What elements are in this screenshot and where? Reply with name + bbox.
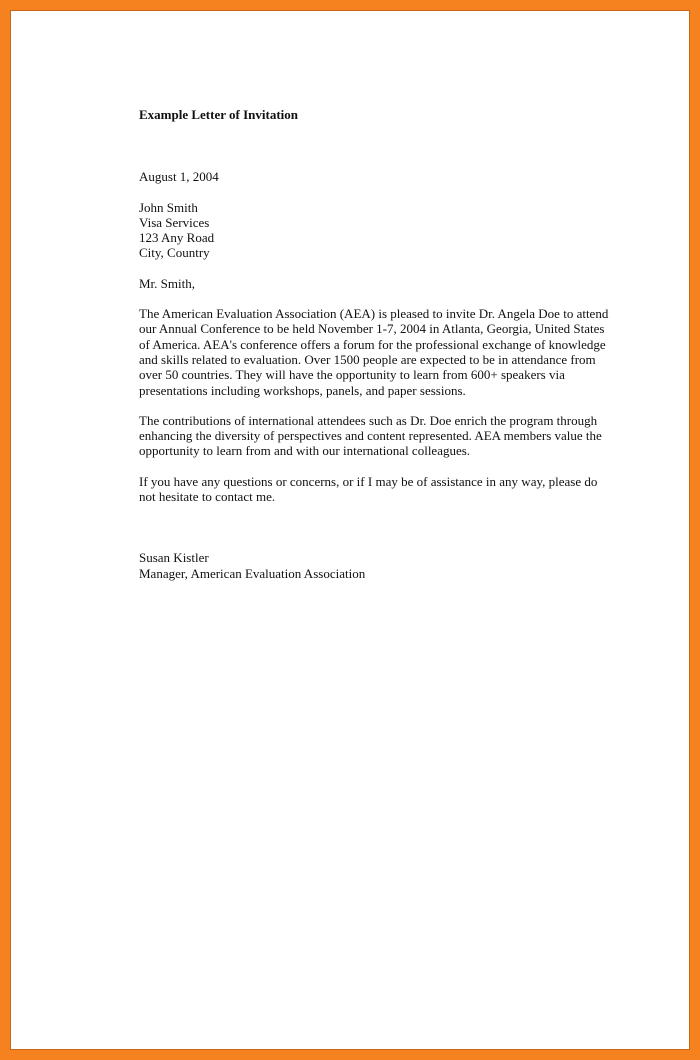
recipient-department: Visa Services xyxy=(139,214,210,230)
salutation: Mr. Smith, xyxy=(139,275,195,291)
letter-heading: Example Letter of Invitation xyxy=(139,107,298,122)
paragraph-contributions: The contributions of international attendees such as Dr. Doe enrich the program through enhancing the diversity of perspectives and content represented. AEA members value the opportunity to learn from and with our international colleagues. xyxy=(139,412,602,459)
paragraph-invitation: The American Evaluation Association (AEA) is pleased to invite Dr. Angela Doe to attend our Annual Conference to be held November 1-7, 2004 in Atlanta, Georgia, United States of America. AEA's conference offers a forum for the professional exchange of knowledge and skills related to evaluation. Over 1500 people are expected to be in attendance from over 50 countries. They will have the opportunity to learn from 600+ speakers via presentations including workshops, panels, and paper sessions. xyxy=(139,306,609,398)
paragraph-contact: If you have any questions or concerns, or if I may be of assistance in any way, please do not hesitate to contact me. xyxy=(139,473,598,505)
letter-body xyxy=(139,107,609,581)
signature-block xyxy=(139,550,609,581)
letter-date: August 1, 2004 xyxy=(139,169,219,185)
recipient-name: John Smith xyxy=(139,199,198,215)
recipient-street: 123 Any Road xyxy=(139,230,215,246)
signer-name: Susan Kistler xyxy=(139,550,209,566)
signer-title: Manager, American Evaluation Association xyxy=(139,565,366,581)
recipient-city: City, Country xyxy=(139,245,210,261)
recipient-address xyxy=(139,200,609,261)
